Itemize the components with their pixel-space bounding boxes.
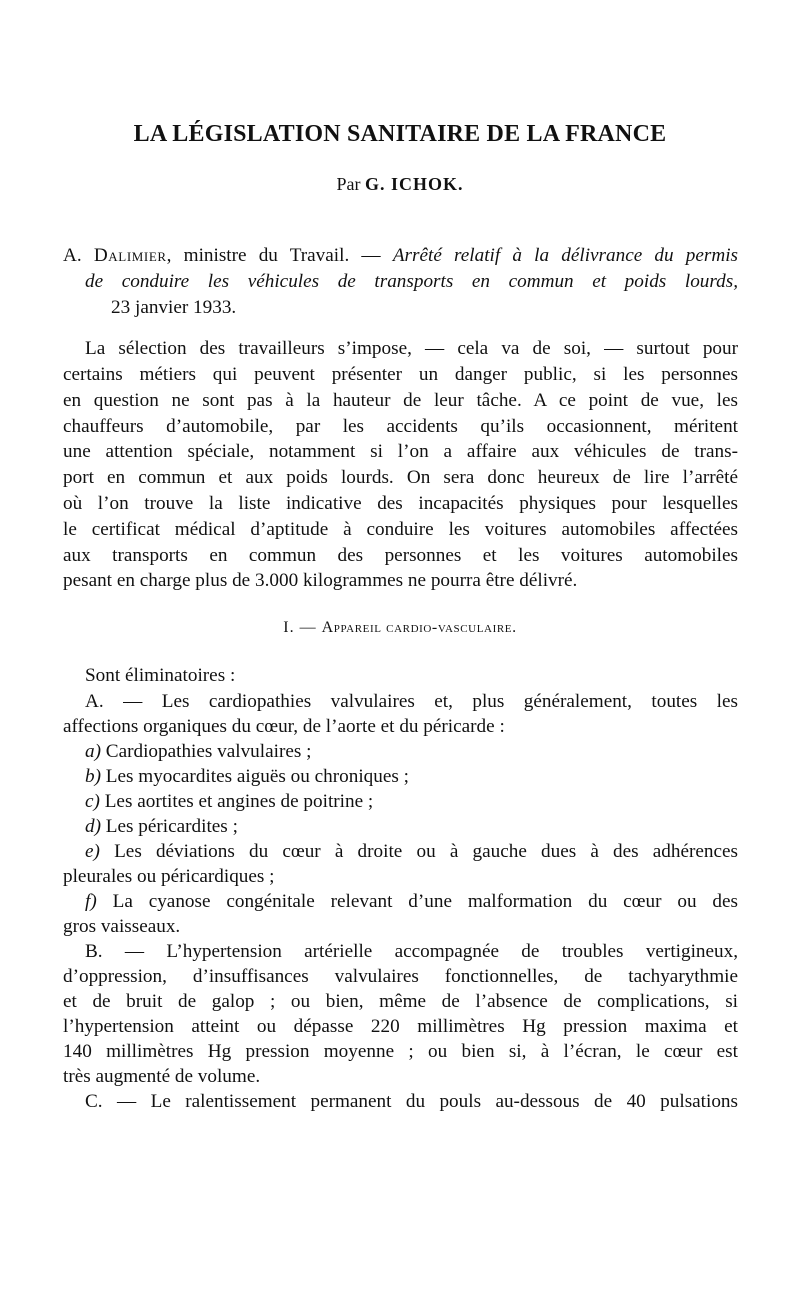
item-a-line: A. — Les cardiopathies valvulaires et, plus généralement, toutes les bbox=[85, 691, 738, 712]
sub-item bbox=[85, 890, 738, 914]
decree-date: 23 janvier 1933. bbox=[111, 297, 237, 318]
sub-item-text: Cardiopathies valvulaires ; bbox=[105, 741, 312, 762]
intro-line: pesant en charge plus de 3.000 kilogrammes ne pourra être délivré. bbox=[63, 570, 578, 591]
sub-item bbox=[85, 840, 738, 864]
sub-item bbox=[85, 765, 409, 789]
sub-item-continuation: pleurales ou péricardiques ; bbox=[63, 866, 275, 887]
decree-minister: Dalimier bbox=[93, 245, 167, 266]
item-b-line: et de bruit de galop ; ou bien, même de l’absence de complications, si bbox=[63, 991, 738, 1012]
sub-item-letter: d) bbox=[85, 816, 101, 837]
sub-item-text: Les déviations du cœur à droite ou à gauche dues à des adhérences bbox=[114, 841, 739, 862]
intro-line: certains métiers qui peuvent présenter un danger public, si les personnes bbox=[63, 364, 738, 385]
intro-line: aux transports en commun des personnes et les voitures automobiles bbox=[63, 545, 738, 566]
item-c-line: C. — Le ralentissement permanent du pouls au-dessous de 40 pulsations bbox=[85, 1091, 738, 1112]
decree-title-part1: Arrêté relatif à la délivrance du permis bbox=[392, 245, 739, 266]
item-b-line: 140 millimètres Hg pression moyenne ; ou bien si, à l’écran, le cœur est bbox=[63, 1041, 738, 1062]
decree-line-1 bbox=[63, 244, 738, 268]
byline-prefix: Par bbox=[336, 174, 361, 194]
intro-line: le certificat médical d’aptitude à conduire les voitures automobiles affectées bbox=[63, 519, 738, 540]
sub-item-text: La cyanose congénitale relevant d’une malformation du cœur ou des bbox=[112, 891, 738, 912]
decree-initial: A. bbox=[63, 245, 82, 266]
author-name: G. ICHOK. bbox=[364, 174, 464, 194]
sub-item-text: Les péricardites ; bbox=[105, 816, 238, 837]
intro-line: chauffeurs d’automobile, par les accidents qu’ils occasionnent, méritent bbox=[63, 416, 738, 437]
sub-item-letter: b) bbox=[85, 766, 101, 787]
intro-line: port en commun et aux poids lourds. On sera donc heureux de lire l’arrêté bbox=[63, 467, 738, 488]
intro-line: en question ne sont pas à la hauteur de leur tâche. A ce point de vue, les bbox=[63, 390, 738, 411]
sub-item-text: Les myocardites aiguës ou chroniques ; bbox=[105, 766, 409, 787]
decree-minister-role: , ministre du Travail. — bbox=[166, 245, 381, 266]
section-heading bbox=[0, 619, 800, 637]
item-b-line: B. — L’hypertension artérielle accompagnée de troubles vertigineux, bbox=[85, 941, 738, 962]
intro-line: où l’on trouve la liste indicative des incapacités physiques pour lesquelles bbox=[63, 493, 738, 514]
sub-item-letter: a) bbox=[85, 741, 101, 762]
decree-title-part2: de conduire les véhicules de transports en commun et poids lourds, bbox=[85, 271, 738, 292]
item-b-line: d’oppression, d’insuffisances valvulaires fonctionnelles, de tachyarythmie bbox=[63, 966, 738, 987]
intro-line: une attention spéciale, notamment si l’on a affaire aux véhicules de trans- bbox=[63, 441, 738, 462]
item-a-line: affections organiques du cœur, de l’aorte et du péricarde : bbox=[63, 716, 505, 737]
sub-item-letter: e) bbox=[85, 841, 100, 862]
sub-item-text: Les aortites et angines de poitrine ; bbox=[104, 791, 374, 812]
sub-item-continuation: gros vaisseaux. bbox=[63, 916, 181, 937]
sub-item bbox=[85, 740, 311, 764]
intro-line: La sélection des travailleurs s’impose, — cela va de soi, — surtout pour bbox=[85, 338, 738, 359]
section-label: Appareil cardio-vasculaire. bbox=[321, 619, 517, 636]
article-title: LA LÉGISLATION SANITAIRE DE LA FRANCE bbox=[133, 121, 667, 147]
sub-item bbox=[85, 815, 238, 839]
sub-item-letter: f) bbox=[85, 891, 97, 912]
decree-line-2 bbox=[85, 270, 738, 294]
sub-item-letter: c) bbox=[85, 791, 100, 812]
byline bbox=[0, 174, 800, 195]
eliminatory-label: Sont éliminatoires : bbox=[85, 665, 236, 686]
sub-item bbox=[85, 790, 373, 814]
section-number: I. — bbox=[283, 619, 317, 636]
item-b-line: très augmenté de volume. bbox=[63, 1066, 261, 1087]
item-b-line: l’hypertension atteint ou dépasse 220 millimètres Hg pression maxima et bbox=[63, 1016, 738, 1037]
